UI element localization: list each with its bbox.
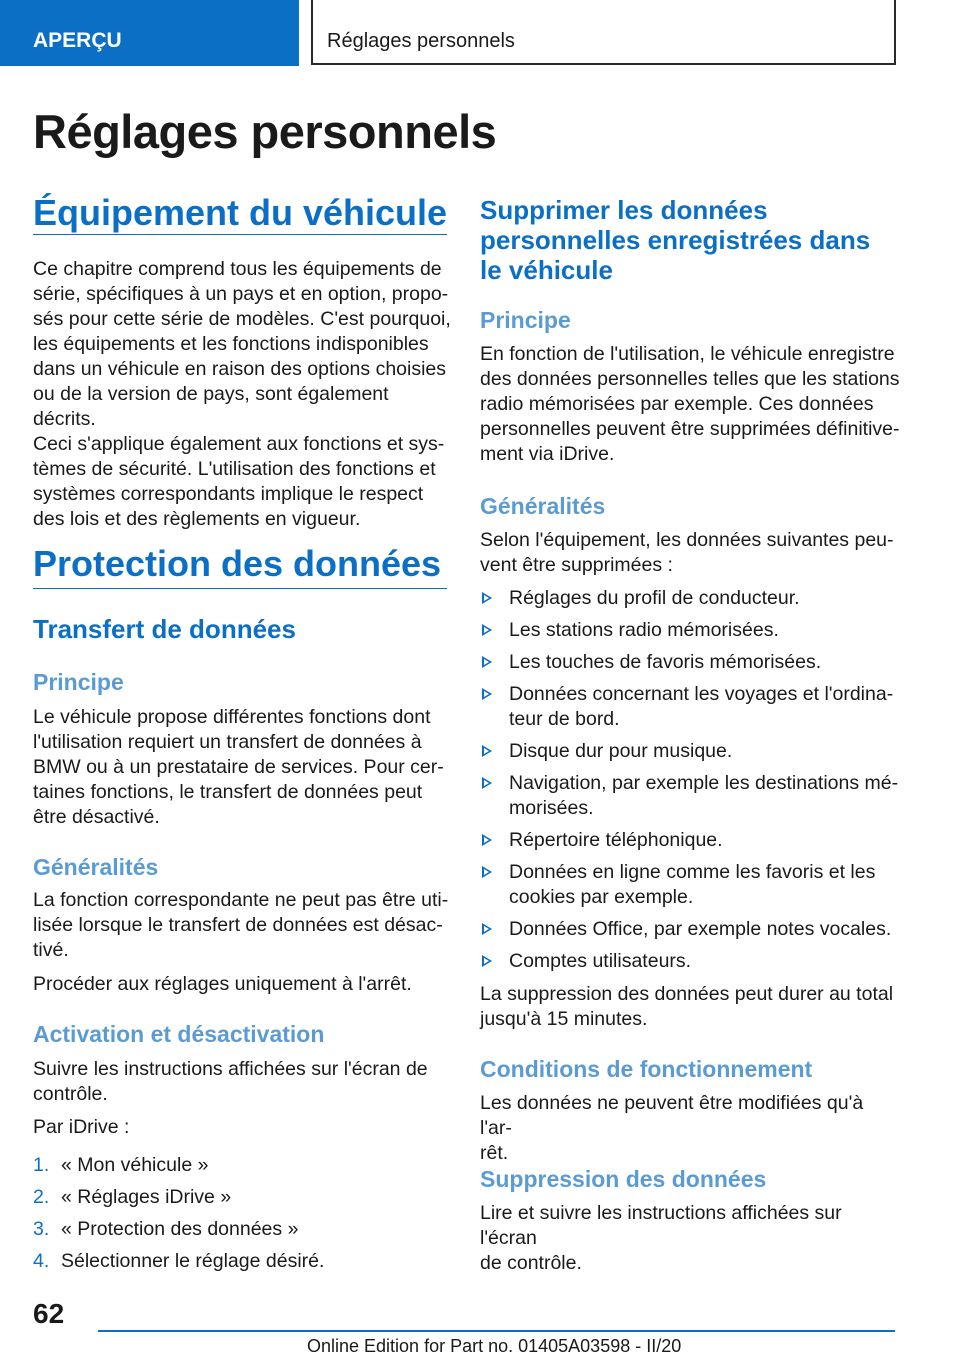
duree-paragraph: La suppression des données peut durer au total jusqu'à 15 minutes.	[480, 983, 894, 1030]
heading-generalites: Généralités	[33, 854, 159, 880]
suppression-paragraph: Lire et suivre les instructions affichées sur l'écran de contrôle.	[480, 1202, 842, 1274]
heading-principe: Principe	[480, 307, 571, 333]
activation-paragraph: Suivre les instructions affichées sur l'écran de contrôle.	[33, 1058, 428, 1105]
equipement-paragraph: Ce chapitre comprend tous les équipements de série, spécifiques à un pays et en option, propo‐ sés pour cette série de modèles. C'est pourquoi, les équipements et les fonctions indisponibles dans un véhicule en raison des options choisies ou de la version de pays, sont également décrits. Ceci s'applique également aux fonctions et sys‐ tèmes de sécurité. L'utilisation des fonctions et systèmes correspondants implique le respect des lois et des règlements en vigueur.	[33, 258, 451, 530]
step-number: 1.	[33, 1154, 50, 1176]
footer-rule	[98, 1330, 895, 1332]
heading-suppression: Suppression des données	[480, 1166, 767, 1192]
edition-note: Online Edition for Part no. 01405A03598 - II/20	[307, 1336, 682, 1356]
principe-paragraph: Le véhicule propose différentes fonctions dont l'utilisation requiert un transfert de données à BMW ou à un prestataire de services. Pour cer‐ taines fonctions, le transfert de données peut être désactivé.	[33, 706, 444, 828]
heading-transfert: Transfert de données	[33, 614, 296, 644]
section-tab: Réglages personnels	[311, 0, 896, 65]
triangle-bullet-icon	[482, 955, 492, 967]
triangle-bullet-icon	[482, 745, 492, 757]
triangle-bullet-icon	[482, 688, 492, 700]
step-number: 2.	[33, 1186, 50, 1208]
generalites-paragraph: La fonction correspondante ne peut pas être uti‐ lisée lorsque le transfert de données est désac‐ tivé.	[33, 889, 449, 961]
heading-rule	[33, 588, 447, 589]
step-number: 4.	[33, 1250, 50, 1272]
heading-generalites: Généralités	[480, 493, 606, 519]
principe-paragraph: En fonction de l'utilisation, le véhicule enregistre des données personnelles telles que les stations radio mémorisées par exemple. Ces données personnelles peuvent être supprimées définitive‐ ment via iDrive.	[480, 343, 900, 465]
heading-supprimer: Supprimer les données personnelles enregistrées dans le véhicule	[480, 195, 871, 285]
heading-protection: Protection des données	[33, 543, 442, 584]
overview-tab[interactable]: APERÇU	[0, 0, 299, 66]
top-bar	[0, 0, 960, 66]
procedure-paragraph: Procéder aux réglages uniquement à l'arrêt.	[33, 973, 412, 995]
triangle-bullet-icon	[482, 624, 492, 636]
heading-equipement: Équipement du véhicule	[33, 192, 448, 233]
par-idrive-label: Par iDrive :	[33, 1116, 130, 1138]
triangle-bullet-icon	[482, 834, 492, 846]
heading-activation: Activation et désactivation	[33, 1021, 325, 1047]
page-title: Réglages personnels	[33, 105, 497, 158]
heading-rule	[33, 234, 447, 235]
step-number: 3.	[33, 1218, 50, 1240]
triangle-bullet-icon	[482, 923, 492, 935]
heading-conditions: Conditions de fonctionnement	[480, 1056, 813, 1082]
triangle-bullet-icon	[482, 866, 492, 878]
conditions-paragraph: Les données ne peuvent être modifiées qu'à l'ar‐ rêt.	[480, 1092, 864, 1164]
triangle-bullet-icon	[482, 777, 492, 789]
heading-principe: Principe	[33, 669, 124, 695]
generalites-paragraph: Selon l'équipement, les données suivantes peu‐ vent être supprimées :	[480, 529, 894, 576]
page-number: 62	[33, 1298, 65, 1329]
triangle-bullet-icon	[482, 592, 492, 604]
triangle-bullet-icon	[482, 656, 492, 668]
